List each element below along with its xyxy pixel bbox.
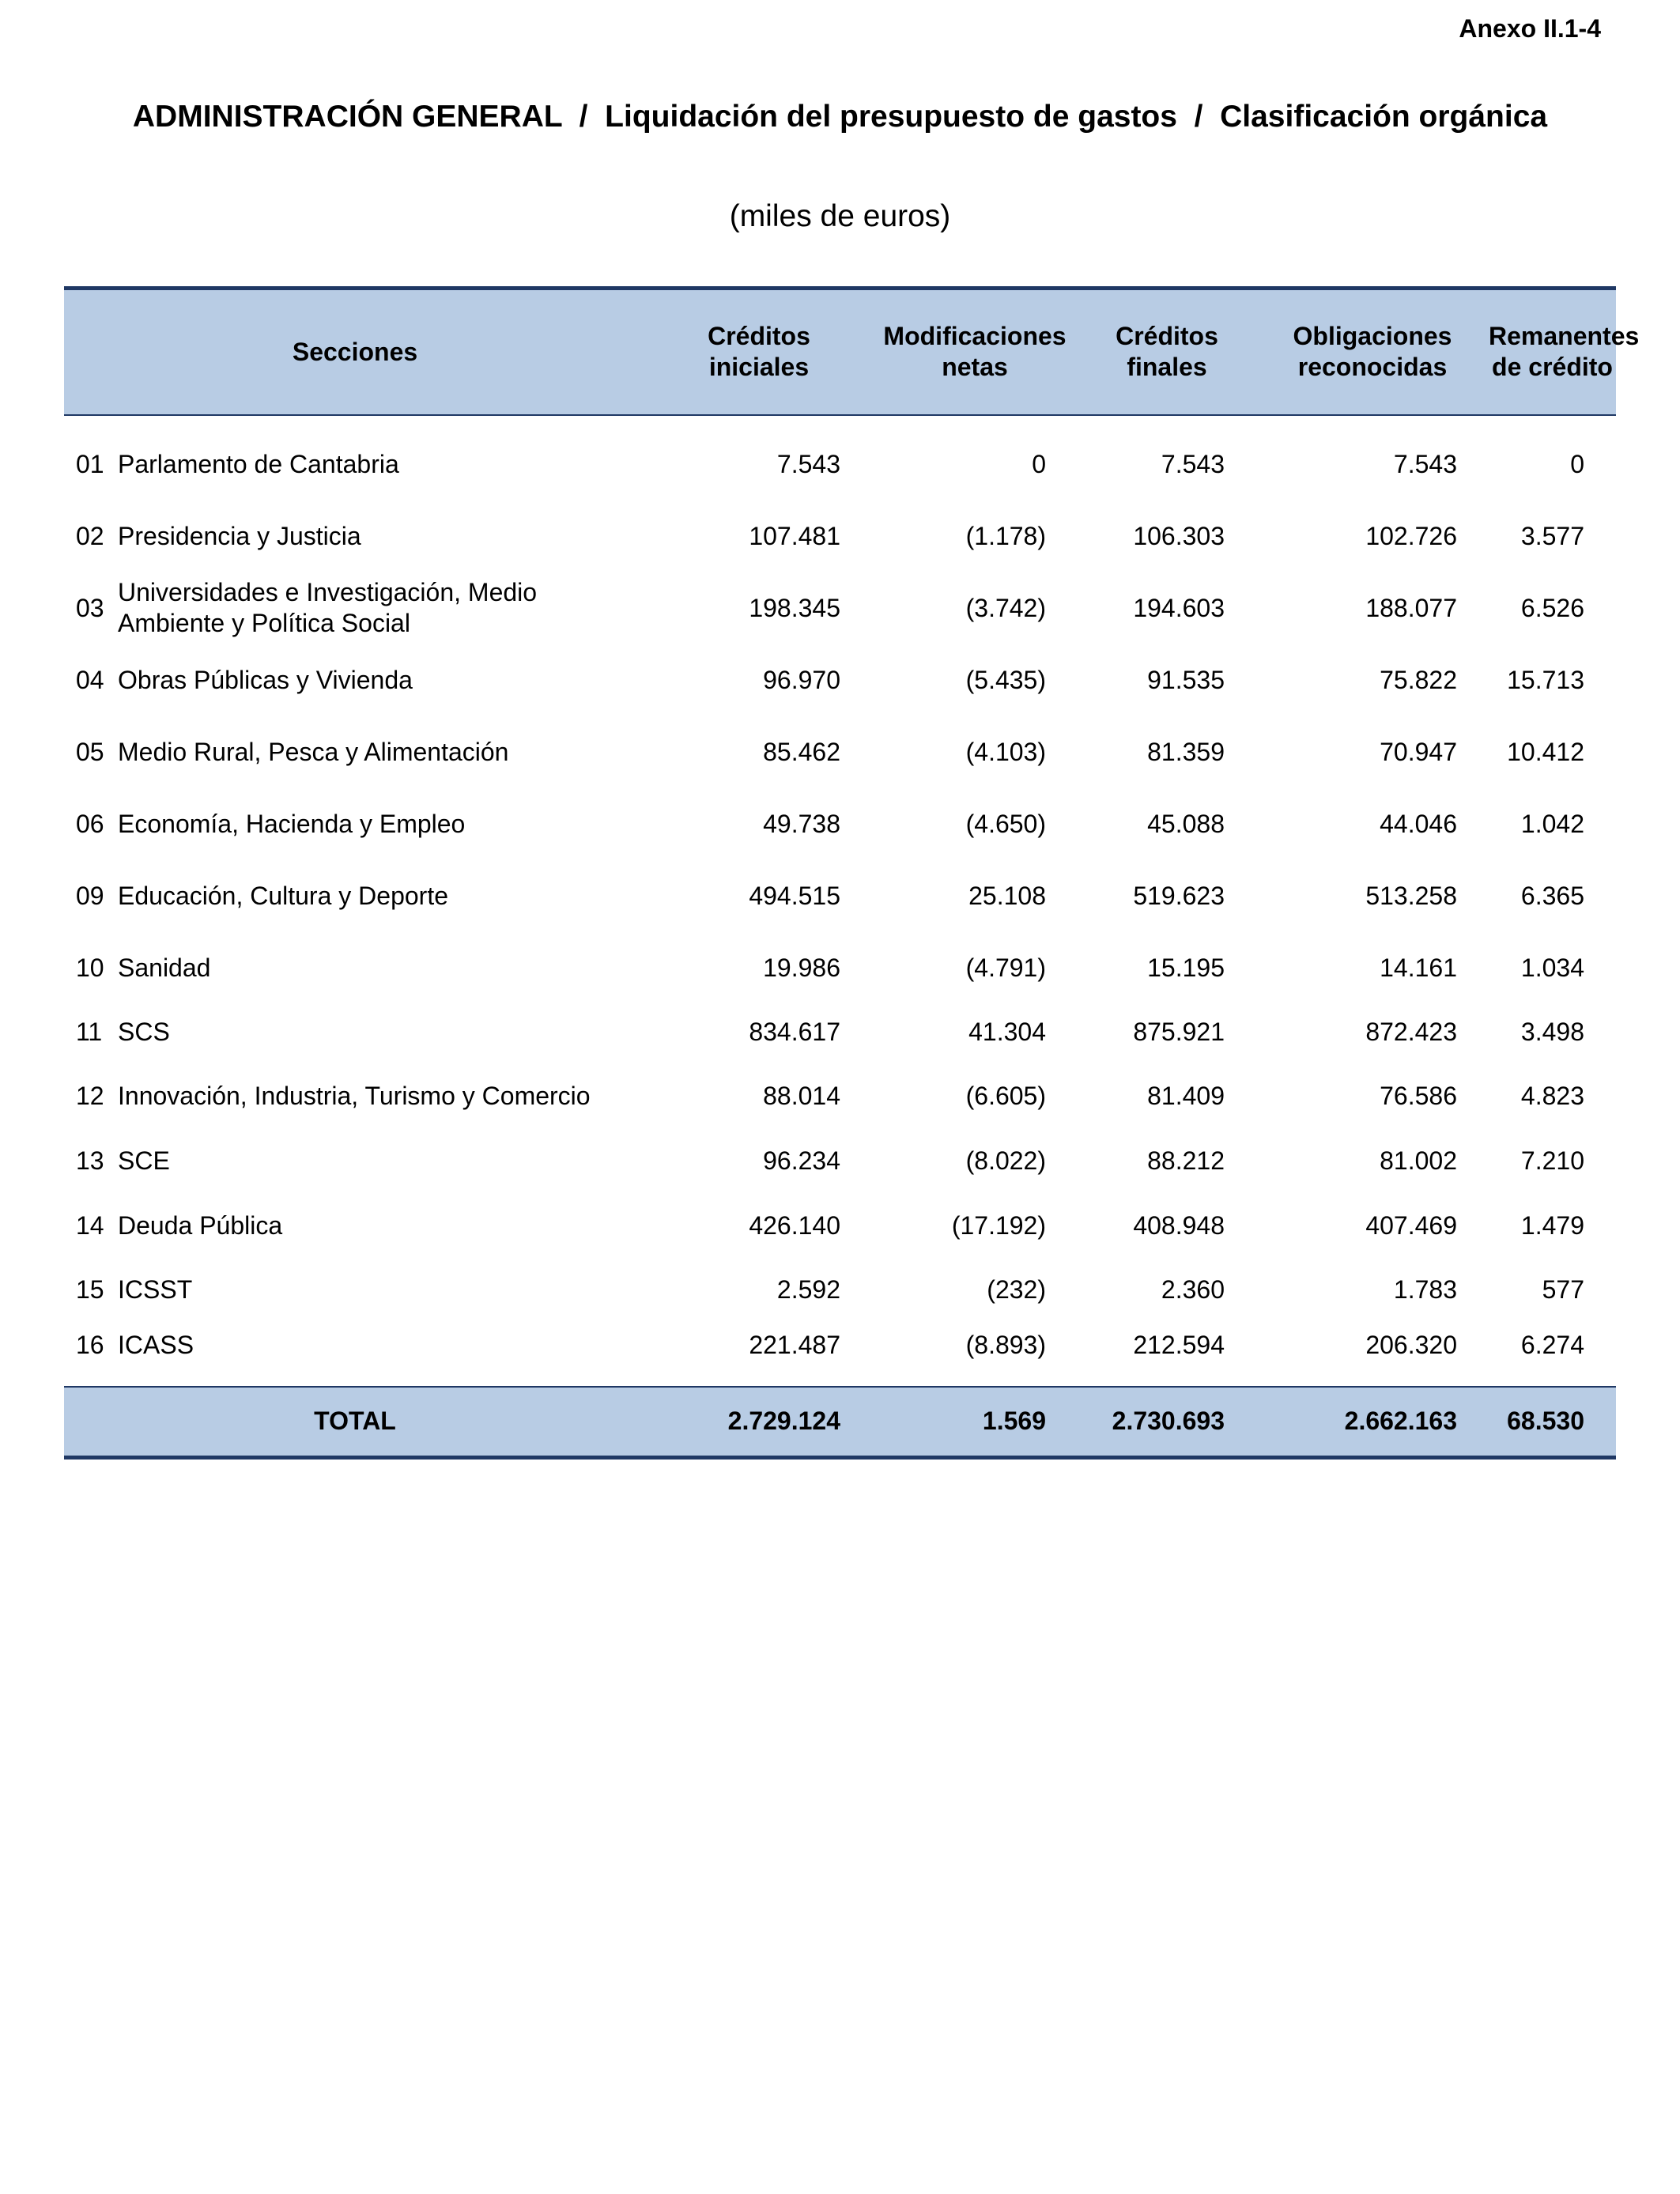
row-creditos-finales: 81.359 [1147, 737, 1225, 766]
row-obligaciones: 7.543 [1393, 449, 1457, 478]
row-remanentes: 3.498 [1520, 1018, 1584, 1046]
row-remanentes: 6.274 [1520, 1330, 1584, 1359]
row-remanentes: 4.823 [1520, 1082, 1584, 1110]
row-obligaciones: 102.726 [1365, 521, 1457, 550]
header-creditos-iniciales [646, 289, 872, 415]
row-code: 12 [76, 1082, 104, 1110]
header-creditos-finales [1078, 289, 1256, 415]
table-row [64, 572, 1616, 644]
table-row [64, 788, 1616, 860]
row-obligaciones: 14.161 [1380, 953, 1457, 982]
header-modificaciones-line2: netas [942, 353, 1008, 382]
table-row [64, 1319, 1616, 1387]
row-creditos-iniciales: 107.481 [749, 521, 840, 550]
row-modificaciones: (8.893) [965, 1330, 1046, 1359]
row-name: Economía, Hacienda y Empleo [118, 809, 466, 838]
page-title: ADMINISTRACIÓN GENERAL / Liquidación del presupuesto de gastos / Clasificación orgánica [132, 100, 1548, 134]
header-remanentes-line2: de crédito [1492, 353, 1613, 382]
row-creditos-finales: 15.195 [1147, 953, 1225, 982]
row-remanentes: 3.577 [1520, 521, 1584, 550]
total-creditos-iniciales: 2.729.124 [646, 1387, 872, 1458]
row-obligaciones: 44.046 [1380, 809, 1457, 838]
row-name: SCS [118, 1018, 170, 1046]
row-modificaciones: 41.304 [968, 1018, 1046, 1046]
row-creditos-finales: 106.303 [1133, 521, 1225, 550]
row-creditos-iniciales: 221.487 [749, 1330, 840, 1359]
row-creditos-finales: 875.921 [1133, 1018, 1225, 1046]
row-modificaciones: (1.178) [965, 521, 1046, 550]
row-obligaciones: 513.258 [1365, 881, 1457, 910]
header-obligaciones-line2: reconocidas [1297, 353, 1448, 382]
row-code: 02 [76, 521, 104, 550]
row-creditos-finales: 91.535 [1147, 665, 1225, 694]
annex-label: Anexo II.1-4 [1459, 14, 1601, 43]
row-obligaciones: 206.320 [1365, 1330, 1457, 1359]
row-remanentes: 6.365 [1520, 881, 1584, 910]
header-creditos-finales-line1: Créditos [1116, 322, 1218, 351]
row-name: Parlamento de Cantabria [118, 449, 399, 478]
table-row [64, 1132, 1616, 1191]
row-creditos-finales: 519.623 [1133, 881, 1225, 910]
row-creditos-iniciales: 2.592 [776, 1275, 840, 1304]
row-obligaciones: 81.002 [1380, 1146, 1457, 1175]
row-obligaciones: 1.783 [1393, 1275, 1457, 1304]
budget-table-container [64, 286, 1640, 1460]
row-creditos-iniciales: 7.543 [776, 449, 840, 478]
total-creditos-finales: 2.730.693 [1078, 1387, 1256, 1458]
row-name: Medio Rural, Pesca y Alimentación [118, 737, 509, 766]
row-remanentes: 1.034 [1520, 953, 1584, 982]
row-creditos-iniciales: 96.234 [763, 1146, 840, 1175]
row-remanentes: 1.479 [1520, 1211, 1584, 1240]
row-name: ICASS [118, 1330, 194, 1359]
row-code: 14 [76, 1211, 104, 1240]
row-code: 05 [76, 737, 104, 766]
row-code: 06 [76, 809, 104, 838]
table-row [64, 1061, 1616, 1132]
row-name: Innovación, Industria, Turismo y Comercio [118, 1082, 591, 1110]
row-creditos-finales: 81.409 [1147, 1082, 1225, 1110]
table-row [64, 860, 1616, 932]
table-row [64, 1191, 1616, 1262]
row-creditos-finales: 194.603 [1133, 593, 1225, 622]
row-code: 16 [76, 1330, 104, 1359]
table-row [64, 429, 1616, 500]
total-remanentes: 68.530 [1489, 1387, 1616, 1458]
row-code: 10 [76, 953, 104, 982]
budget-table [64, 286, 1640, 1460]
row-name: Presidencia y Justicia [118, 521, 361, 550]
row-creditos-iniciales: 19.986 [763, 953, 840, 982]
header-secciones: Secciones [64, 289, 646, 415]
row-obligaciones: 407.469 [1365, 1211, 1457, 1240]
row-name: SCE [118, 1146, 170, 1175]
row-modificaciones: (232) [987, 1275, 1046, 1304]
row-name: Sanidad [118, 953, 211, 982]
total-obligaciones: 2.662.163 [1256, 1387, 1489, 1458]
header-modificaciones-line1: Modificaciones [883, 322, 1067, 351]
row-modificaciones: (6.605) [965, 1082, 1046, 1110]
table-row [64, 1262, 1616, 1319]
row-code: 09 [76, 881, 104, 910]
row-creditos-finales: 408.948 [1133, 1211, 1225, 1240]
table-row [64, 500, 1616, 572]
row-creditos-finales: 212.594 [1133, 1330, 1225, 1359]
row-creditos-finales: 7.543 [1161, 449, 1225, 478]
row-remanentes: 6.526 [1520, 593, 1584, 622]
header-creditos-finales-line2: finales [1127, 353, 1207, 382]
row-obligaciones: 70.947 [1380, 737, 1457, 766]
row-creditos-iniciales: 85.462 [763, 737, 840, 766]
table-body [64, 415, 1616, 1458]
row-modificaciones: (3.742) [965, 593, 1046, 622]
total-row [64, 1387, 1616, 1458]
row-modificaciones: 0 [1032, 449, 1046, 478]
row-creditos-iniciales: 49.738 [763, 809, 840, 838]
row-creditos-iniciales: 834.617 [749, 1018, 840, 1046]
row-creditos-iniciales: 494.515 [749, 881, 840, 910]
row-obligaciones: 872.423 [1365, 1018, 1457, 1046]
row-remanentes: 1.042 [1520, 809, 1584, 838]
row-code: 04 [76, 665, 104, 694]
row-creditos-iniciales: 96.970 [763, 665, 840, 694]
row-modificaciones: (17.192) [951, 1211, 1046, 1240]
row-obligaciones: 76.586 [1380, 1082, 1457, 1110]
header-creditos-iniciales-line1: Créditos [708, 322, 810, 351]
table-row [64, 1004, 1616, 1061]
header-remanentes [1489, 289, 1640, 415]
total-label: TOTAL [64, 1387, 646, 1458]
header-remanentes-line1: Remanentes [1489, 322, 1640, 351]
row-remanentes: 0 [1570, 449, 1584, 478]
row-code: 13 [76, 1146, 104, 1175]
page-subtitle: (miles de euros) [729, 199, 951, 233]
total-modificaciones: 1.569 [872, 1387, 1078, 1458]
table-header-row [64, 289, 1616, 415]
row-code: 11 [76, 1018, 103, 1046]
row-creditos-iniciales: 198.345 [749, 593, 840, 622]
row-modificaciones: (4.103) [965, 737, 1046, 766]
row-code: 01 [76, 449, 104, 478]
row-remanentes: 7.210 [1520, 1146, 1584, 1175]
row-code: 03 [76, 593, 104, 622]
header-obligaciones-line1: Obligaciones [1293, 322, 1452, 351]
row-creditos-iniciales: 426.140 [749, 1211, 840, 1240]
row-name: Deuda Pública [118, 1211, 283, 1240]
row-name: ICSST [118, 1275, 193, 1304]
header-modificaciones [872, 289, 1078, 415]
row-obligaciones: 75.822 [1380, 665, 1457, 694]
row-modificaciones: 25.108 [968, 881, 1046, 910]
row-modificaciones: (5.435) [965, 665, 1046, 694]
spacer-cell [64, 415, 1616, 429]
table-row [64, 932, 1616, 1004]
row-obligaciones: 188.077 [1365, 593, 1457, 622]
spacer-row [64, 415, 1616, 429]
row-name: Obras Públicas y Vivienda [118, 665, 413, 694]
row-creditos-finales: 45.088 [1147, 809, 1225, 838]
table-row [64, 716, 1616, 788]
row-creditos-finales: 88.212 [1147, 1146, 1225, 1175]
row-modificaciones: (4.650) [965, 809, 1046, 838]
row-name: Educación, Cultura y Deporte [118, 881, 448, 910]
row-name: Universidades e Investigación, Medio Ambiente y Política Social [118, 578, 538, 637]
row-remanentes: 577 [1542, 1275, 1584, 1304]
row-remanentes: 10.412 [1507, 737, 1584, 766]
row-modificaciones: (8.022) [965, 1146, 1046, 1175]
header-creditos-iniciales-line2: iniciales [708, 353, 810, 382]
row-creditos-iniciales: 88.014 [763, 1082, 840, 1110]
header-obligaciones [1256, 289, 1489, 415]
row-modificaciones: (4.791) [965, 953, 1046, 982]
row-remanentes: 15.713 [1507, 665, 1584, 694]
row-creditos-finales: 2.360 [1161, 1275, 1225, 1304]
table-row [64, 644, 1616, 716]
row-code: 15 [76, 1275, 104, 1304]
